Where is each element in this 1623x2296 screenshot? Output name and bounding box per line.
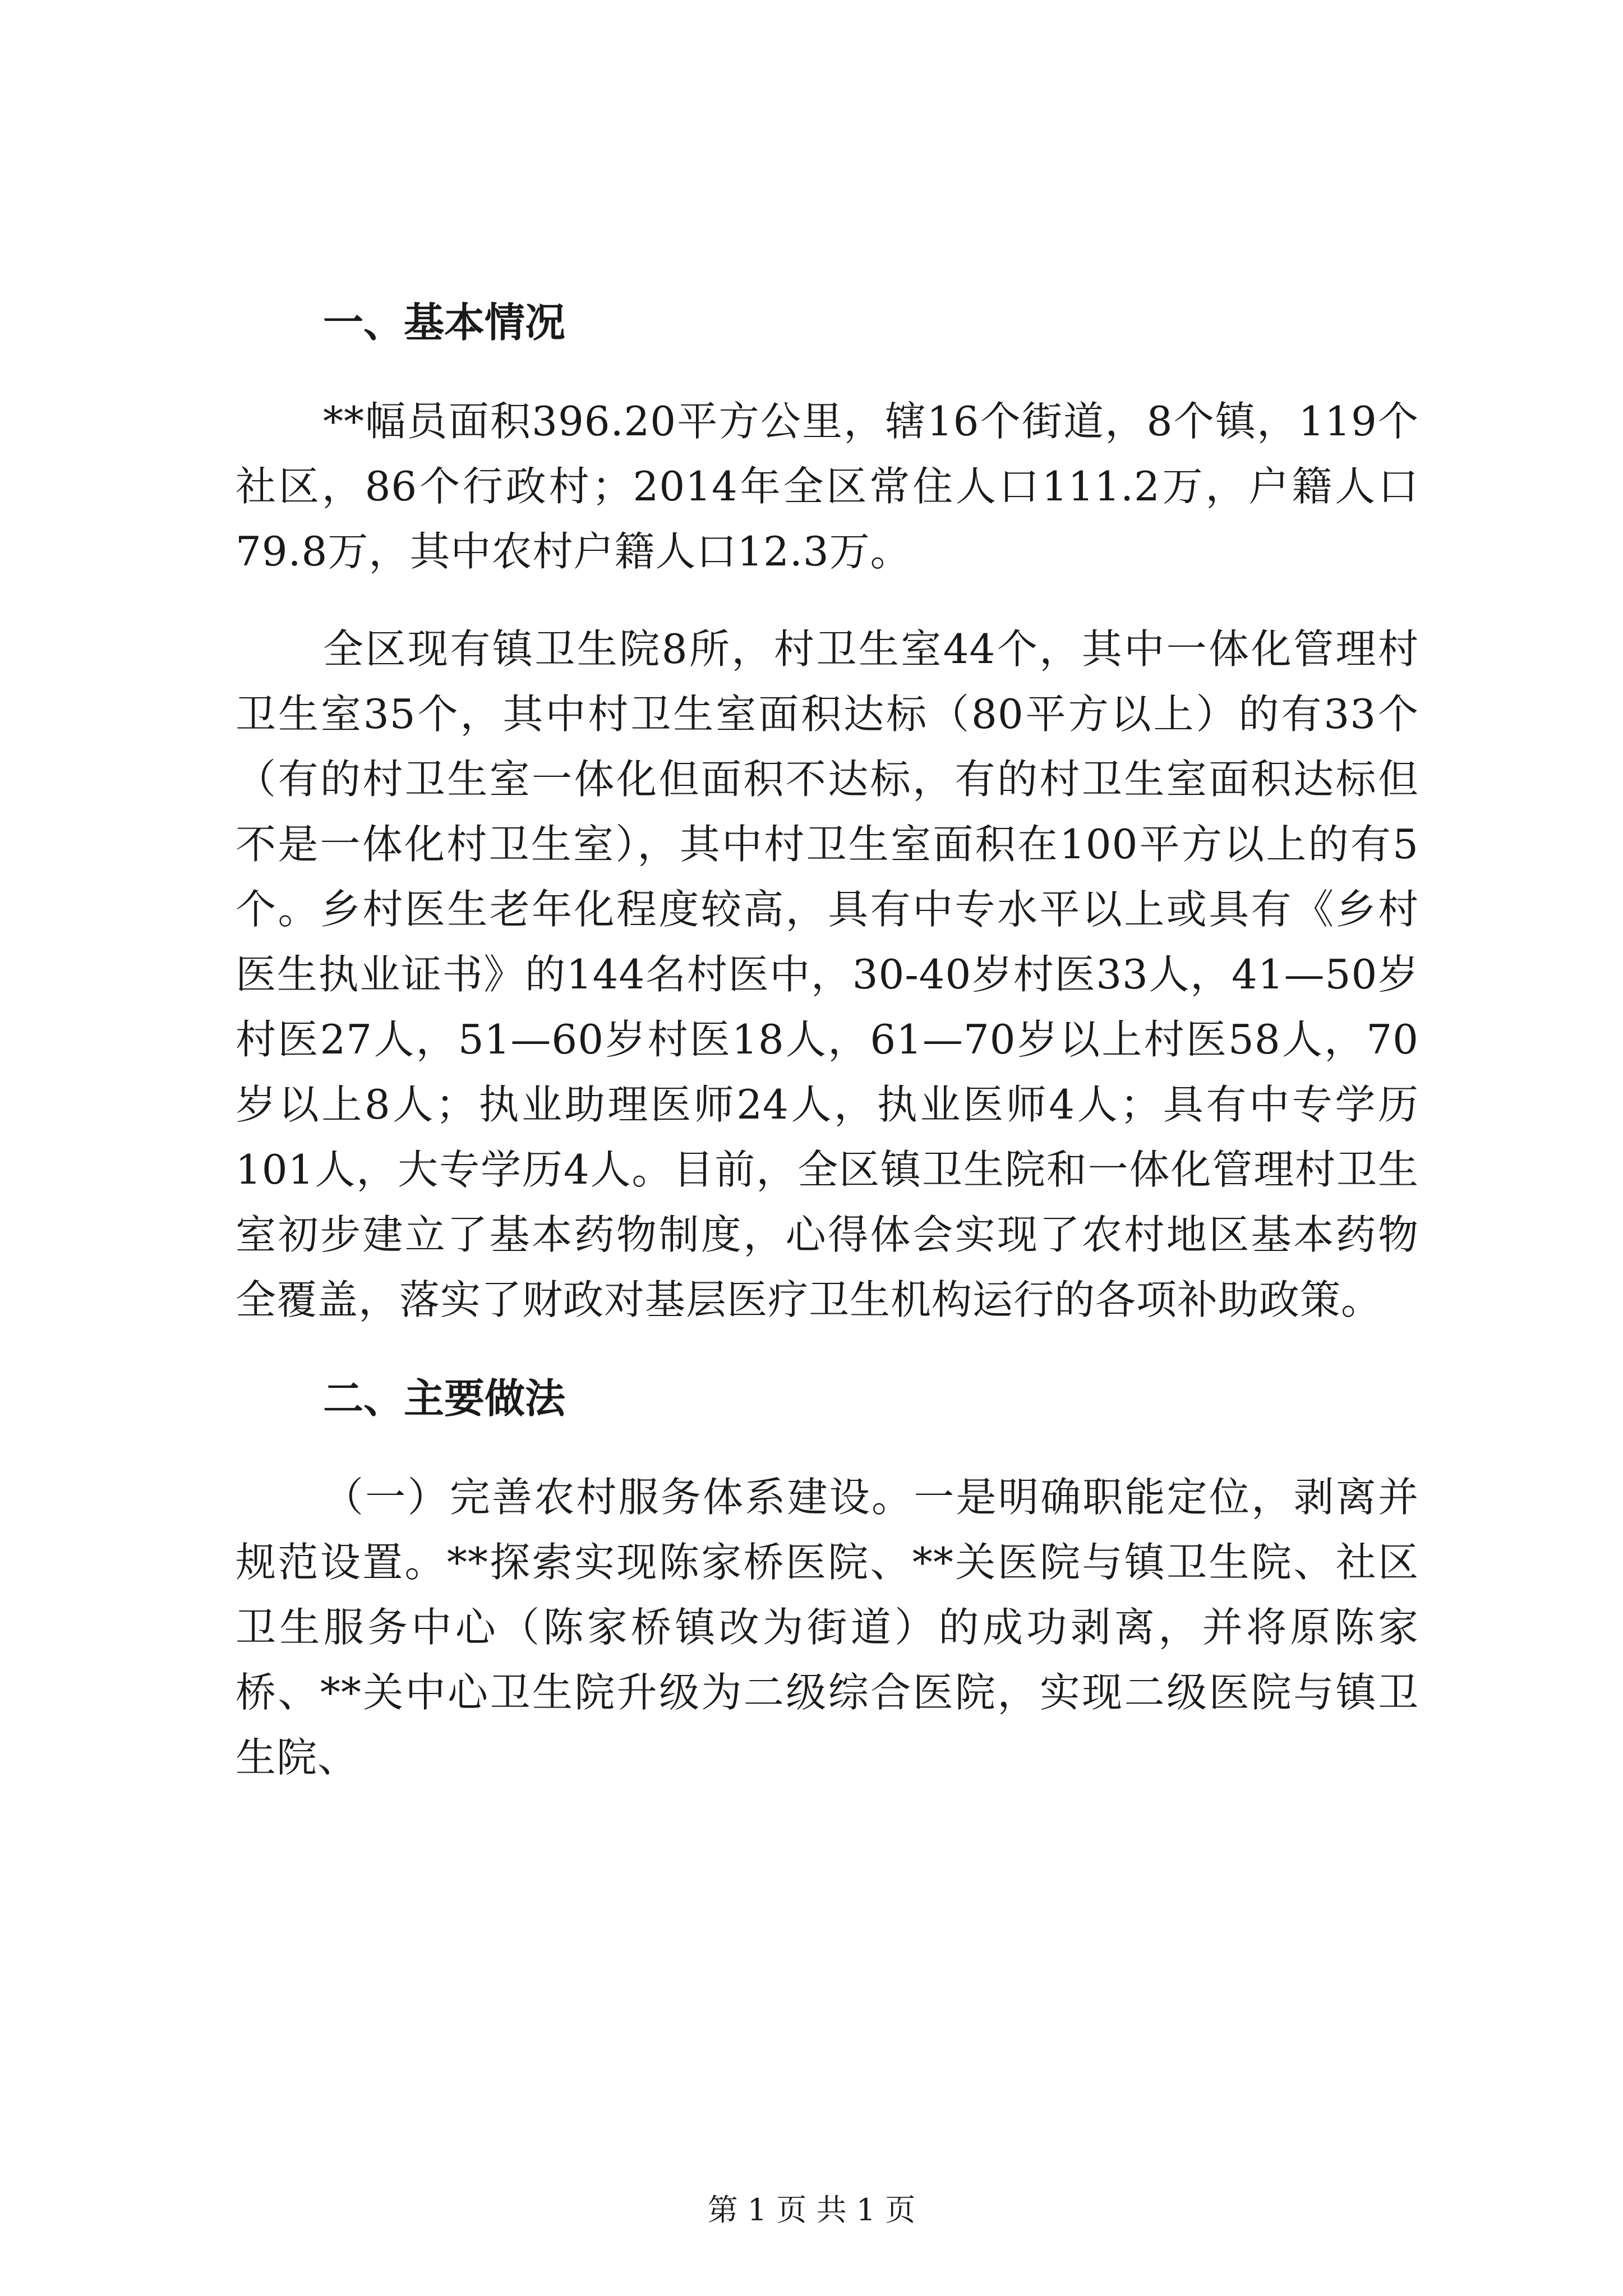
section-heading-basic-situation: 一、基本情况 [323, 298, 566, 346]
paragraph-service-system: （一）完善农村服务体系建设。一是明确职能定位，剥离并规范设置。**探索实现陈家桥医院、**关医院与镇卫生院、社区卫生服务中心（陈家桥镇改为街道）的成功剥离，并将原陈家桥、**关中心卫生院升级为二级综合医院，实现二级医院与镇卫生院、 [236, 1474, 1419, 1781]
paragraph-area-population: **幅员面积396.20平方公里，辖16个街道，8个镇，119个社区，86个行政村；2014年全区常住人口111.2万，户籍人口79.8万，其中农村户籍人口12.3万。 [236, 398, 1419, 575]
section-heading-main-practices: 二、主要做法 [323, 1374, 566, 1422]
page-footer: 第 1 页 共 1 页 [707, 2192, 916, 2228]
paragraph-health-facilities: 全区现有镇卫生院8所，村卫生室44个，其中一体化管理村卫生室35个，其中村卫生室面积达标（80平方以上）的有33个（有的村卫生室一体化但面积不达标，有的村卫生室面积达标但不是一体化村卫生室），其中村卫生室面积在100平方以上的有5个。乡村医生老年化程度较高，具有中专水平以上或具有《乡村医生执业证书》的144名村医中，30-40岁村医33人，41—50岁村医27人，51—60岁村医18人，61—70岁以上村医58人，70岁以上8人；执业助理医师24人，执业医师4人；具有中专学历101人，大专学历4人。目前，全区镇卫生院和一体化管理村卫生室初步建立了基本药物制度，心得体会实现了农村地区基本药物全覆盖，落实了财政对基层医疗卫生机构运行的各项补助政策。 [236, 625, 1419, 1323]
document-body [236, 289, 1419, 1823]
